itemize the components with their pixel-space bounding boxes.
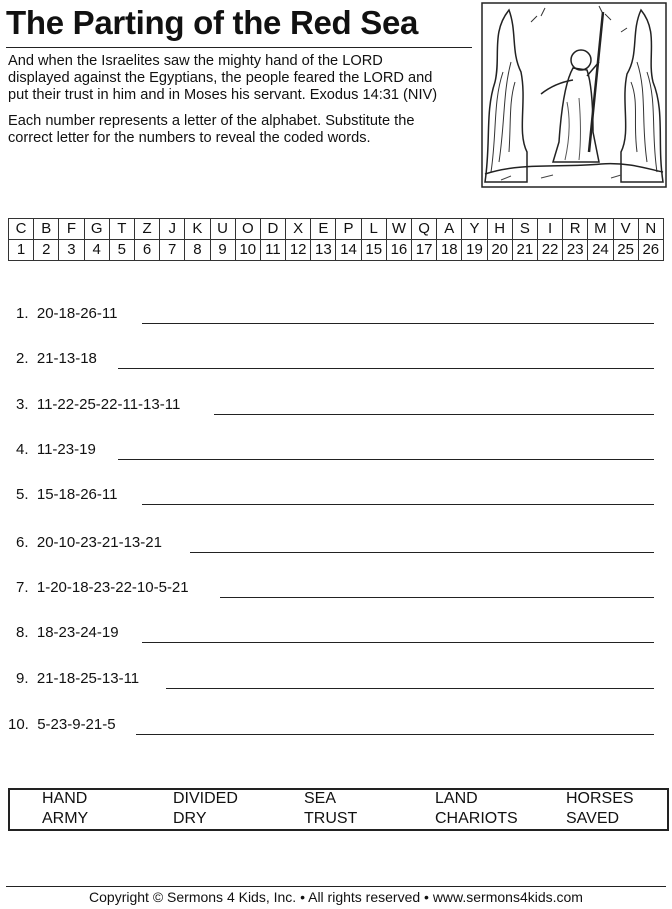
cipher-number: 11 (260, 240, 285, 261)
cipher-number: 21 (512, 240, 537, 261)
cipher-number: 12 (286, 240, 311, 261)
question-code: 18-23-24-19 (36, 624, 119, 641)
cipher-numbers-row (9, 240, 664, 261)
cipher-letter: L (361, 219, 386, 240)
cipher-number: 16 (386, 240, 411, 261)
cipher-letter: F (59, 219, 84, 240)
question-number: 1. (16, 305, 29, 322)
cipher-letter: K (185, 219, 210, 240)
moses-parting-sea-illustration (481, 2, 667, 188)
cipher-letter: O (235, 219, 260, 240)
cipher-number: 25 (613, 240, 638, 261)
cipher-letter: U (210, 219, 235, 240)
cipher-number: 14 (336, 240, 361, 261)
cipher-letter: M (588, 219, 613, 240)
question-code: 1-20-18-23-22-10-5-21 (36, 579, 189, 596)
word-bank-word: HAND (42, 790, 88, 807)
question-number: 6. (16, 534, 29, 551)
cipher-number: 20 (487, 240, 512, 261)
verse-line: And when the Israelites saw the mighty hand of the LORD (8, 53, 383, 69)
word-bank-word: ARMY (42, 810, 89, 827)
question-number: 5. (16, 486, 29, 503)
cipher-letter: G (84, 219, 109, 240)
question-number: 10. (8, 716, 29, 733)
question-number: 8. (16, 624, 29, 641)
question-number: 7. (16, 579, 29, 596)
cipher-number: 9 (210, 240, 235, 261)
question-code: 21-18-25-13-11 (36, 670, 140, 687)
question-code: 20-10-23-21-13-21 (36, 534, 162, 551)
title-divider (6, 47, 472, 48)
cipher-letter: C (9, 219, 34, 240)
question-code: 20-18-26-11 (36, 305, 118, 322)
cipher-letters-row (9, 219, 664, 240)
copyright-footer: Copyright © Sermons 4 Kids, Inc. • All rights reserved • www.sermons4kids.com (89, 889, 583, 905)
cipher-letter: I (537, 219, 562, 240)
cipher-number: 26 (638, 240, 663, 261)
cipher-letter: Z (134, 219, 159, 240)
cipher-number: 2 (34, 240, 59, 261)
cipher-letter: B (34, 219, 59, 240)
cipher-letter: N (638, 219, 663, 240)
cipher-number: 24 (588, 240, 613, 261)
cipher-letter: V (613, 219, 638, 240)
answer-line[interactable] (220, 597, 654, 598)
instruction-line: Each number represents a letter of the alphabet. Substitute the (8, 113, 415, 129)
cipher-letter: H (487, 219, 512, 240)
cipher-number: 23 (563, 240, 588, 261)
cipher-number: 19 (462, 240, 487, 261)
verse-line: displayed against the Egyptians, the people feared the LORD and (8, 70, 433, 86)
page-title: The Parting of the Red Sea (6, 4, 419, 41)
scripture-verse (8, 53, 478, 104)
word-bank-word: TRUST (304, 810, 358, 827)
question-code: 11-23-19 (36, 441, 96, 458)
cipher-number: 7 (160, 240, 185, 261)
word-bank-word: SEA (304, 790, 337, 807)
question-code: 21-13-18 (36, 350, 97, 367)
word-bank-word: CHARIOTS (435, 810, 518, 827)
answer-line[interactable] (118, 368, 654, 369)
cipher-letter: P (336, 219, 361, 240)
question-number: 4. (16, 441, 29, 458)
question-number: 9. (16, 670, 29, 687)
question-number: 3. (16, 396, 29, 413)
cipher-number: 10 (235, 240, 260, 261)
cipher-letter: E (311, 219, 336, 240)
cipher-number: 13 (311, 240, 336, 261)
cipher-number: 18 (437, 240, 462, 261)
cipher-number: 4 (84, 240, 109, 261)
cipher-number: 5 (109, 240, 134, 261)
cipher-letter: Q (412, 219, 437, 240)
word-bank-word: DRY (173, 810, 207, 827)
answer-line[interactable] (142, 642, 654, 643)
cipher-number: 1 (9, 240, 34, 261)
footer-divider (6, 886, 666, 887)
cipher-letter: W (386, 219, 411, 240)
word-bank-word: HORSES (566, 790, 634, 807)
cipher-letter: J (160, 219, 185, 240)
cipher-letter: X (286, 219, 311, 240)
word-bank-word: SAVED (566, 810, 620, 827)
cipher-letter: T (109, 219, 134, 240)
word-bank (8, 788, 669, 831)
cipher-number: 22 (537, 240, 562, 261)
answer-line[interactable] (136, 734, 654, 735)
answer-line[interactable] (118, 459, 654, 460)
answer-line[interactable] (142, 504, 654, 505)
cipher-number: 3 (59, 240, 84, 261)
cipher-letter: S (512, 219, 537, 240)
answer-line[interactable] (214, 414, 654, 415)
word-bank-word: DIVIDED (173, 790, 238, 807)
question-code: 5-23-9-21-5 (37, 716, 116, 733)
verse-line: put their trust in him and in Moses his servant. Exodus 14:31 (NIV) (8, 87, 438, 103)
instructions (8, 113, 478, 147)
cipher-letter: A (437, 219, 462, 240)
answer-line[interactable] (166, 688, 654, 689)
cipher-number: 8 (185, 240, 210, 261)
instruction-line: correct letter for the numbers to reveal the coded words. (8, 130, 371, 146)
question-code: 15-18-26-11 (36, 486, 118, 503)
cipher-letter: R (563, 219, 588, 240)
cipher-key-table (8, 218, 664, 261)
cipher-letter: Y (462, 219, 487, 240)
answer-line[interactable] (142, 323, 654, 324)
question-code: 11-22-25-22-11-13-11 (36, 396, 181, 413)
word-bank-word: LAND (435, 790, 478, 807)
cipher-number: 15 (361, 240, 386, 261)
cipher-number: 6 (134, 240, 159, 261)
cipher-number: 17 (412, 240, 437, 261)
answer-line[interactable] (190, 552, 654, 553)
question-number: 2. (16, 350, 29, 367)
cipher-letter: D (260, 219, 285, 240)
